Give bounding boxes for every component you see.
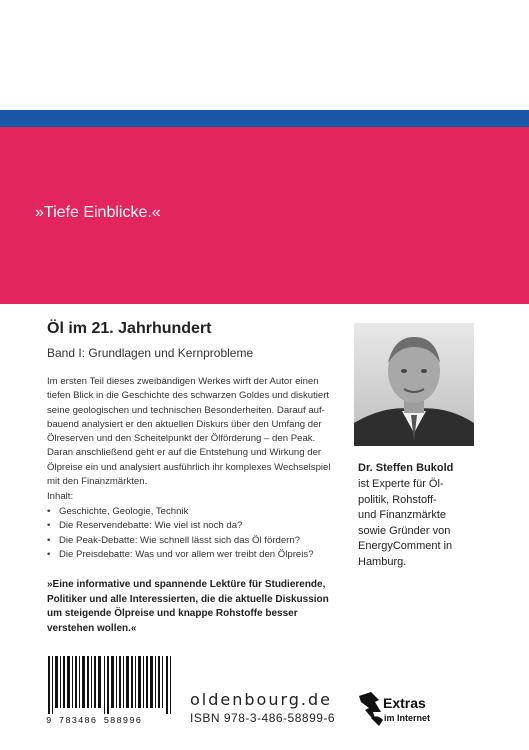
book-title: Öl im 21. Jahrhundert	[47, 320, 212, 337]
description-line: Ölpreise ein und analysiert ausführlich ihr komplexes Wechselspiel	[47, 461, 331, 473]
bullet-icon: •	[47, 520, 51, 532]
bullet-icon: •	[47, 506, 51, 517]
bio-line: sowie Gründer von	[358, 524, 451, 537]
description-line: Ölreserven und den Scheitelpunkt der Ölförderung – den Peak.	[47, 433, 316, 445]
barcode-icon	[46, 656, 174, 714]
author-photo	[354, 323, 474, 446]
bullet-icon: •	[47, 548, 51, 560]
bio-line: EnergyComment in	[358, 540, 453, 553]
barcode-digits: 9 783486 588996	[46, 716, 143, 726]
list-item-text: Die Preisdebatte: Was und vor allem wer treibt den Ölpreis?	[59, 548, 314, 560]
list-item	[47, 519, 314, 533]
extras-subtitle: im Internet	[384, 713, 431, 723]
list-item	[47, 548, 314, 562]
bullet-icon: •	[47, 534, 51, 546]
list-item-text: Geschichte, Geologie, Technik	[59, 506, 189, 517]
list-item-text: Die Peak-Debatte: Wie schnell lässt sich das Öl fördern?	[59, 534, 301, 546]
bio-line: und Finanzmärkte	[358, 509, 447, 522]
contents-list	[47, 505, 314, 562]
description-line: Im ersten Teil dieses zweibändigen Werkes wirft der Autor einen	[47, 376, 319, 387]
description-line: mit den Finanzmärkten.	[47, 476, 148, 488]
slogan: »Tiefe Einblicke.«	[35, 204, 161, 221]
contents-label: Inhalt:	[47, 491, 74, 502]
list-item	[47, 505, 314, 519]
author-portrait-icon	[354, 323, 474, 446]
book-subtitle: Band I: Grundlagen und Kernprobleme	[47, 346, 254, 360]
extras-title: Extras	[383, 695, 426, 711]
bio-line: Hamburg.	[358, 555, 407, 568]
review-quote: »Eine informative und spannende Lektüre für Studierende, Politiker und alle Interessierten, die die aktuelle Diskussion um steigende Ölpreise und knappe Rohstoffe besser verstehen wollen.«	[47, 579, 329, 634]
author-bio	[358, 477, 478, 571]
description-line: seine geologischen und technischen Besonderheiten. Darauf auf-	[47, 404, 325, 416]
description-line: tiefen Blick in die Geschichte des schwarzen Goldes und diskutiert	[47, 390, 330, 402]
book-description	[47, 375, 332, 489]
publisher-url[interactable]: oldenbourg.de	[190, 690, 332, 709]
list-item	[47, 534, 314, 548]
description-line: Daran anschließend geht er auf die Entstehung und Wirkung der	[47, 447, 322, 459]
list-item-text: Die Reservendebatte: Wie viel ist noch da?	[59, 520, 243, 532]
description-line: bauend analysiert er den aktuellen Diskurs über den Umfang der	[47, 418, 322, 430]
isbn: ISBN 978-3-486-58899-6	[190, 711, 336, 725]
author-name: Dr. Steffen Bukold	[358, 462, 454, 474]
top-blue-bar	[0, 110, 529, 127]
bio-line: ist Experte für Öl-	[358, 478, 444, 490]
bio-line: politik, Rohstoff-	[358, 493, 437, 506]
